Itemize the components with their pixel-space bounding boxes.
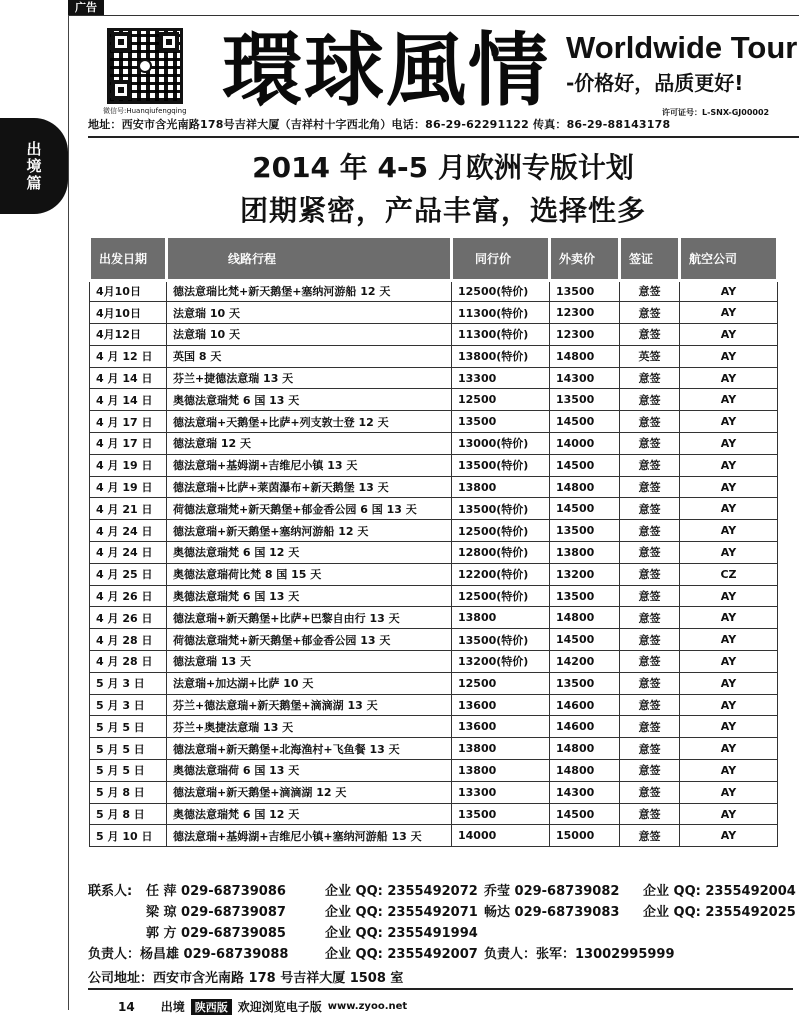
contact-phone: 梁 琼 029-68739087 (146, 905, 286, 920)
table-row (90, 476, 778, 498)
table-row (90, 302, 778, 324)
airline-cell: AY (680, 345, 778, 367)
airline-cell: AY (680, 389, 778, 411)
col-header-retail-price: 外卖价 (550, 238, 620, 280)
manager-qq: 企业 QQ: 2355492007 (325, 947, 478, 962)
trade-price-cell: 13200(特价) (452, 651, 550, 673)
airline-cell: AY (680, 651, 778, 673)
visa-type-cell: 意签 (620, 607, 680, 629)
table-row (90, 367, 778, 389)
visa-type-cell: 意签 (620, 825, 680, 847)
airline-cell: AY (680, 781, 778, 803)
table-row (90, 433, 778, 455)
visa-type-cell: 意签 (620, 716, 680, 738)
visa-type-cell: 意签 (620, 803, 680, 825)
route-itinerary-cell: 法意瑞 10 天 (167, 324, 452, 346)
route-itinerary-cell: 奥德法意瑞梵 6 国 13 天 (167, 389, 452, 411)
trade-price-cell: 13500(特价) (452, 454, 550, 476)
airline-cell: AY (680, 760, 778, 782)
visa-type-cell: 意签 (620, 280, 680, 302)
contact-qq: 企业 QQ: 2355492072 (325, 884, 478, 899)
trade-price-cell: 12500(特价) (452, 280, 550, 302)
trade-price-cell: 12500(特价) (452, 520, 550, 542)
trade-price-cell: 13800 (452, 607, 550, 629)
trade-price-cell: 12500 (452, 672, 550, 694)
trade-price-cell: 13800 (452, 760, 550, 782)
airline-cell: AY (680, 825, 778, 847)
visa-type-cell: 意签 (620, 672, 680, 694)
visa-type-cell: 意签 (620, 760, 680, 782)
retail-price-cell: 14800 (550, 607, 620, 629)
departure-date-cell: 5 月 8 日 (90, 803, 167, 825)
route-itinerary-cell: 德法意瑞+新天鹅堡+滴滴湖 12 天 (167, 781, 452, 803)
departure-date-cell: 5 月 5 日 (90, 738, 167, 760)
contact-phone: 畅达 029-68739083 (484, 905, 620, 920)
route-itinerary-cell: 奥德法意瑞荷比梵 8 国 15 天 (167, 563, 452, 585)
route-itinerary-cell: 德法意瑞 13 天 (167, 651, 452, 673)
route-itinerary-cell: 德法意瑞+比萨+莱茵瀑布+新天鹅堡 13 天 (167, 476, 452, 498)
airline-cell: AY (680, 324, 778, 346)
airline-cell: AY (680, 803, 778, 825)
table-row (90, 760, 778, 782)
table-header-row (90, 238, 778, 280)
table-row (90, 520, 778, 542)
route-itinerary-cell: 德法意瑞+天鹅堡+比萨+列支敦士登 12 天 (167, 411, 452, 433)
route-itinerary-cell: 德法意瑞+基姆湖+吉维尼小镇+塞纳河游船 13 天 (167, 825, 452, 847)
retail-price-cell: 14800 (550, 738, 620, 760)
trade-price-cell: 13500(特价) (452, 498, 550, 520)
trade-price-cell: 12800(特价) (452, 542, 550, 564)
trade-price-cell: 12500 (452, 389, 550, 411)
left-rule (68, 15, 69, 1010)
airline-cell: AY (680, 694, 778, 716)
departure-date-cell: 4 月 26 日 (90, 607, 167, 629)
visa-type-cell: 意签 (620, 476, 680, 498)
contact-row (88, 922, 793, 943)
retail-price-cell: 14600 (550, 694, 620, 716)
license-number: 许可证号：L-SNX-GJ00002 (662, 108, 770, 117)
airline-cell: AY (680, 454, 778, 476)
retail-price-cell: 13200 (550, 563, 620, 585)
table-row (90, 498, 778, 520)
page-subtitle: 团期紧密，产品丰富，选择性多 (239, 194, 646, 227)
visa-type-cell: 意签 (620, 302, 680, 324)
route-itinerary-cell: 奥德法意瑞荷 6 国 13 天 (167, 760, 452, 782)
table-row (90, 411, 778, 433)
departure-date-cell: 5 月 5 日 (90, 716, 167, 738)
contact-qq: 企业 QQ: 2355492025 (643, 905, 796, 920)
retail-price-cell: 13500 (550, 389, 620, 411)
departure-date-cell: 4 月 25 日 (90, 563, 167, 585)
airline-cell: AY (680, 367, 778, 389)
contacts-section (88, 880, 796, 988)
contact-qq: 企业 QQ: 2355492004 (643, 884, 796, 899)
retail-price-cell: 13500 (550, 520, 620, 542)
airline-cell: AY (680, 738, 778, 760)
retail-price-cell: 13500 (550, 585, 620, 607)
table-row (90, 389, 778, 411)
visa-type-cell: 意签 (620, 454, 680, 476)
trade-price-cell: 14000 (452, 825, 550, 847)
route-itinerary-cell: 奥德法意瑞梵 6 国 13 天 (167, 585, 452, 607)
retail-price-cell: 14500 (550, 411, 620, 433)
tagline-chinese: -价格好，品质更好! (566, 71, 744, 95)
trade-price-cell: 13300 (452, 781, 550, 803)
retail-price-cell: 14800 (550, 760, 620, 782)
route-itinerary-cell: 德法意瑞+新天鹅堡+塞纳河游船 12 天 (167, 520, 452, 542)
departure-date-cell: 4 月 17 日 (90, 411, 167, 433)
trade-price-cell: 13600 (452, 716, 550, 738)
trade-price-cell: 13800 (452, 476, 550, 498)
table-row (90, 454, 778, 476)
trade-price-cell: 13500 (452, 803, 550, 825)
header-divider (88, 136, 799, 138)
retail-price-cell: 14600 (550, 716, 620, 738)
departure-date-cell: 4 月 14 日 (90, 367, 167, 389)
visa-type-cell: 意签 (620, 585, 680, 607)
airline-cell: AY (680, 672, 778, 694)
table-row (90, 607, 778, 629)
trade-price-cell: 12500(特价) (452, 585, 550, 607)
route-itinerary-cell: 芬兰+奥捷法意瑞 13 天 (167, 716, 452, 738)
visa-type-cell: 意签 (620, 498, 680, 520)
col-header-visa: 签证 (620, 238, 680, 280)
address-bar: 地址：西安市含光南路178号吉祥大厦（吉祥村十字西北角）电话：86-29-62291122 传真：86-29-88143178 (88, 118, 671, 131)
airline-cell: AY (680, 607, 778, 629)
visa-type-cell: 意签 (620, 542, 680, 564)
contact-row (88, 880, 796, 901)
retail-price-cell: 14500 (550, 629, 620, 651)
retail-price-cell: 14500 (550, 498, 620, 520)
contact-phone: 任 萍 029-68739086 (146, 884, 286, 899)
airline-cell: AY (680, 433, 778, 455)
ad-tag: 广告 (68, 0, 104, 15)
trade-price-cell: 11300(特价) (452, 324, 550, 346)
departure-date-cell: 5 月 5 日 (90, 760, 167, 782)
route-itinerary-cell: 德法意瑞+基姆湖+吉维尼小镇 13 天 (167, 454, 452, 476)
departure-date-cell: 4 月 19 日 (90, 454, 167, 476)
trade-price-cell: 13500(特价) (452, 629, 550, 651)
visa-type-cell: 意签 (620, 651, 680, 673)
wechat-id: 微信号:Huanqiufengqing (103, 107, 187, 115)
departure-date-cell: 4 月 14 日 (90, 389, 167, 411)
contact-phone: 乔莹 029-68739082 (484, 884, 620, 899)
retail-price-cell: 14800 (550, 345, 620, 367)
table-row (90, 803, 778, 825)
page-title: 2014 年 4-5 月欧洲专版计划 (252, 151, 634, 184)
section-tab-char: 篇 (26, 173, 42, 192)
departure-date-cell: 5 月 3 日 (90, 694, 167, 716)
route-itinerary-cell: 荷德法意瑞梵+新天鹅堡+郁金香公园 13 天 (167, 629, 452, 651)
edition-badge: 陕西版 (191, 999, 232, 1015)
route-itinerary-cell: 法意瑞 10 天 (167, 302, 452, 324)
section-tab-char: 境 (26, 156, 42, 175)
footer-website-link[interactable]: www.zyoo.net (327, 1001, 408, 1012)
airline-cell: AY (680, 280, 778, 302)
tagline-english: Worldwide Tour (566, 30, 798, 65)
departure-date-cell: 4 月 26 日 (90, 585, 167, 607)
visa-type-cell: 意签 (620, 389, 680, 411)
top-rule (68, 15, 799, 16)
trade-price-cell: 13800 (452, 738, 550, 760)
visa-type-cell: 意签 (620, 367, 680, 389)
trade-price-cell: 13300 (452, 367, 550, 389)
departure-date-cell: 4 月 21 日 (90, 498, 167, 520)
trade-price-cell: 13000(特价) (452, 433, 550, 455)
retail-price-cell: 14300 (550, 367, 620, 389)
table-row (90, 542, 778, 564)
retail-price-cell: 15000 (550, 825, 620, 847)
visa-type-cell: 意签 (620, 694, 680, 716)
route-itinerary-cell: 德法意瑞比梵+新天鹅堡+塞纳河游船 12 天 (167, 280, 452, 302)
table-row (90, 651, 778, 673)
contact-qq: 企业 QQ: 2355492071 (325, 905, 478, 920)
departure-date-cell: 5 月 10 日 (90, 825, 167, 847)
visa-type-cell: 意签 (620, 433, 680, 455)
route-itinerary-cell: 芬兰+捷德法意瑞 13 天 (167, 367, 452, 389)
trade-price-cell: 13500 (452, 411, 550, 433)
company-address-row (88, 967, 793, 988)
route-itinerary-cell: 芬兰+德法意瑞+新天鹅堡+滴滴湖 13 天 (167, 694, 452, 716)
retail-price-cell: 14200 (550, 651, 620, 673)
page-number: 14 (118, 999, 135, 1014)
route-itinerary-cell: 法意瑞+加达湖+比萨 10 天 (167, 672, 452, 694)
route-itinerary-cell: 德法意瑞+新天鹅堡+北海渔村+飞鱼餐 13 天 (167, 738, 452, 760)
table-row (90, 694, 778, 716)
airline-cell: AY (680, 411, 778, 433)
departure-date-cell: 4月10日 (90, 280, 167, 302)
visa-type-cell: 意签 (620, 411, 680, 433)
table-row (90, 738, 778, 760)
qr-code-icon (107, 28, 183, 104)
route-itinerary-cell: 奥德法意瑞梵 6 国 12 天 (167, 803, 452, 825)
col-header-route: 线路行程 (167, 238, 452, 280)
table-row (90, 672, 778, 694)
departure-date-cell: 4月10日 (90, 302, 167, 324)
retail-price-cell: 14000 (550, 433, 620, 455)
trade-price-cell: 12200(特价) (452, 563, 550, 585)
col-header-date: 出发日期 (90, 238, 167, 280)
visa-type-cell: 意签 (620, 563, 680, 585)
table-row (90, 280, 778, 302)
departure-date-cell: 5 月 3 日 (90, 672, 167, 694)
trade-price-cell: 11300(特价) (452, 302, 550, 324)
route-itinerary-cell: 英国 8 天 (167, 345, 452, 367)
col-header-airline: 航空公司 (680, 238, 778, 280)
table-row (90, 345, 778, 367)
table-row (90, 781, 778, 803)
departure-date-cell: 4 月 12 日 (90, 345, 167, 367)
page-footer (118, 998, 407, 1015)
departure-date-cell: 4 月 28 日 (90, 629, 167, 651)
retail-price-cell: 14300 (550, 781, 620, 803)
airline-cell: AY (680, 302, 778, 324)
table-row (90, 585, 778, 607)
visa-type-cell: 英签 (620, 345, 680, 367)
contact-qq: 企业 QQ: 2355491994 (325, 926, 478, 941)
brand-logo: 環球風情 (222, 23, 550, 117)
airline-cell: AY (680, 716, 778, 738)
col-header-trade-price: 同行价 (452, 238, 550, 280)
retail-price-cell: 13800 (550, 542, 620, 564)
company-address: 公司地址：西安市含光南路 178 号吉祥大厦 1508 室 (88, 971, 404, 986)
route-itinerary-cell: 德法意瑞+新天鹅堡+比萨+巴黎自由行 13 天 (167, 607, 452, 629)
footer-section: 出境 (160, 1000, 185, 1014)
departure-date-cell: 4月12日 (90, 324, 167, 346)
route-itinerary-cell: 德法意瑞 12 天 (167, 433, 452, 455)
airline-cell: CZ (680, 563, 778, 585)
retail-price-cell: 13500 (550, 280, 620, 302)
route-itinerary-cell: 奥德法意瑞梵 6 国 12 天 (167, 542, 452, 564)
manager-row (88, 943, 793, 964)
visa-type-cell: 意签 (620, 738, 680, 760)
trade-price-cell: 13600 (452, 694, 550, 716)
manager-phone: 负责人：杨昌雄 029-68739088 (88, 947, 289, 962)
section-tab-char: 出 (26, 139, 42, 158)
table-row (90, 563, 778, 585)
visa-type-cell: 意签 (620, 520, 680, 542)
table-row (90, 324, 778, 346)
retail-price-cell: 14500 (550, 454, 620, 476)
retail-price-cell: 12300 (550, 302, 620, 324)
route-table (88, 238, 779, 847)
departure-date-cell: 4 月 19 日 (90, 476, 167, 498)
departure-date-cell: 5 月 8 日 (90, 781, 167, 803)
airline-cell: AY (680, 585, 778, 607)
contact-phone: 郭 方 029-68739085 (146, 926, 286, 941)
table-row (90, 825, 778, 847)
airline-cell: AY (680, 542, 778, 564)
section-tab (0, 118, 68, 214)
retail-price-cell: 13500 (550, 672, 620, 694)
departure-date-cell: 4 月 24 日 (90, 542, 167, 564)
airline-cell: AY (680, 520, 778, 542)
airline-cell: AY (680, 498, 778, 520)
airline-cell: AY (680, 629, 778, 651)
footer-divider (88, 988, 793, 990)
manager-mobile: 负责人：张军：13002995999 (484, 947, 675, 962)
contact-row (88, 901, 796, 922)
departure-date-cell: 4 月 24 日 (90, 520, 167, 542)
trade-price-cell: 13800(特价) (452, 345, 550, 367)
contacts-label: 联系人: (88, 884, 133, 899)
retail-price-cell: 12300 (550, 324, 620, 346)
departure-date-cell: 4 月 28 日 (90, 651, 167, 673)
table-row (90, 716, 778, 738)
retail-price-cell: 14800 (550, 476, 620, 498)
departure-date-cell: 4 月 17 日 (90, 433, 167, 455)
route-itinerary-cell: 荷德法意瑞梵+新天鹅堡+郁金香公园 6 国 13 天 (167, 498, 452, 520)
airline-cell: AY (680, 476, 778, 498)
visa-type-cell: 意签 (620, 324, 680, 346)
footer-text: 欢迎浏览电子版 (237, 1000, 322, 1014)
retail-price-cell: 14500 (550, 803, 620, 825)
table-row (90, 629, 778, 651)
visa-type-cell: 意签 (620, 781, 680, 803)
visa-type-cell: 意签 (620, 629, 680, 651)
